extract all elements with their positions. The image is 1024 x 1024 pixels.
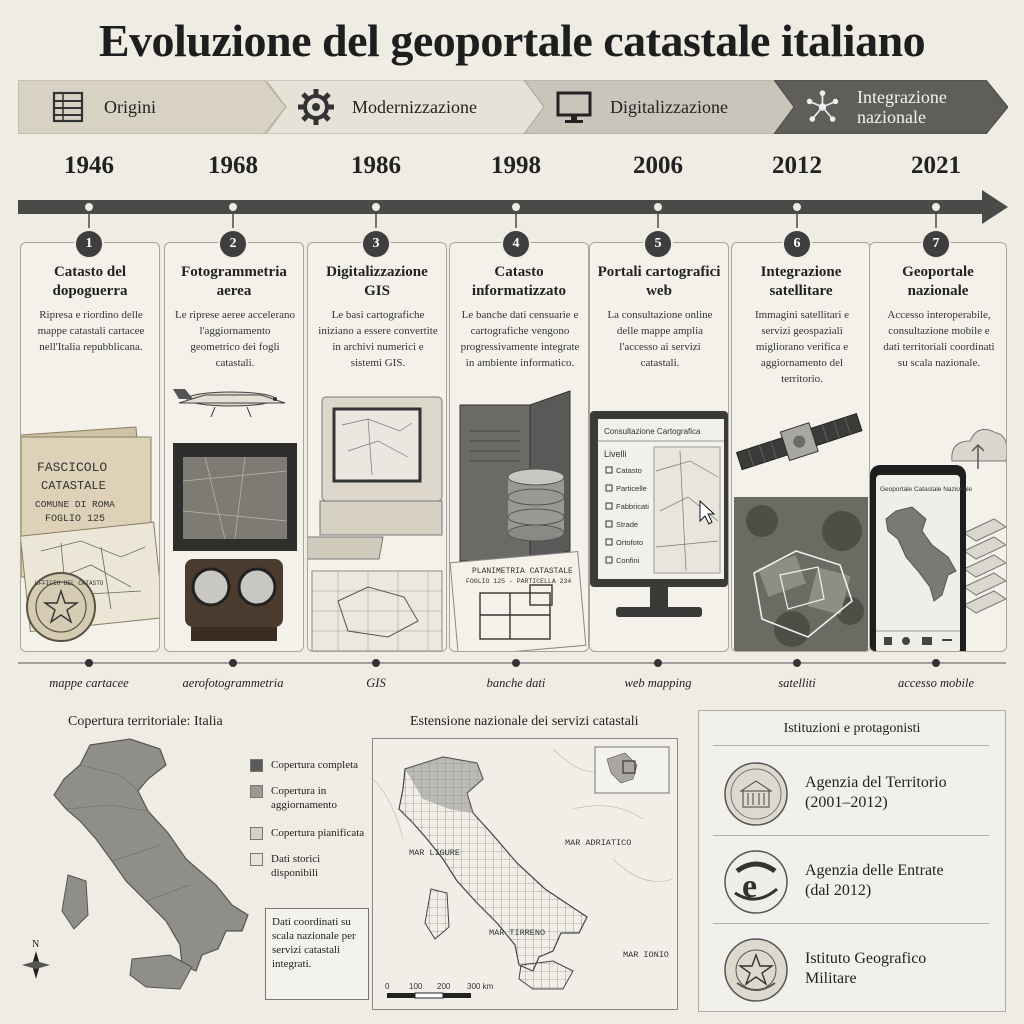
step-badge: 7: [921, 229, 951, 259]
folder-line: FOGLIO 125: [45, 514, 106, 525]
extension-map: [372, 738, 678, 1010]
card-description: Ripresa e riordino delle mappe catastali cartacee nell'Italia repubblicana.: [37, 309, 145, 353]
server-database-illustration: [450, 361, 588, 651]
web-portal-illustration: [590, 361, 728, 651]
timeline-arrow: [0, 188, 1024, 228]
timeline-year: 1986: [351, 152, 401, 179]
timeline-year: 1998: [491, 152, 541, 179]
paper-maps-illustration: [21, 361, 159, 651]
layer-item: Confini: [616, 556, 640, 565]
step-badge: 6: [782, 229, 812, 259]
card-description: Accesso interoperabile, consultazione mobile e dati territoriali coordinati su scala nazionale.: [883, 309, 995, 369]
sea-label: MAR ADRIATICO: [565, 838, 632, 848]
step-badge: 3: [361, 229, 391, 259]
institution-name: Agenzia delle Entrate (dal 2012): [805, 862, 944, 899]
airplane-icon: [173, 389, 285, 417]
institution-name: Istituto Geografico Militare: [805, 950, 927, 987]
step-badge: 5: [643, 229, 673, 259]
timeline-card-1986: [307, 242, 447, 652]
layer-item: Particelle: [616, 484, 647, 493]
layer-item: Catasto: [616, 466, 642, 475]
tech-strip-line: [0, 656, 1024, 670]
compass-icon: [22, 939, 50, 979]
legend-label: Copertura pianificata: [271, 827, 365, 839]
folder-line: CATASTALE: [41, 479, 106, 493]
card-description: Immagini satellitari e servizi geospaziali migliorano verifica e aggiornamento del territorio.: [754, 309, 850, 385]
legend-item: [250, 826, 364, 840]
crt-computer-illustration: [308, 361, 446, 651]
folder-line: FASCICOLO: [37, 460, 108, 475]
phase-label: Integrazione nazionale: [856, 87, 947, 127]
card-title: Fotogrammetria aerea: [181, 264, 287, 299]
tech-label: banche dati: [486, 676, 546, 690]
timeline-year: 2012: [772, 152, 822, 179]
timeline-card-1998: [449, 242, 589, 652]
italy-coverage-map: [20, 735, 250, 1010]
sea-label: MAR LIGURE: [409, 848, 461, 858]
timeline-card-1946: [20, 242, 160, 652]
tech-label: mappe cartacee: [49, 676, 129, 690]
timeline-year: 1968: [208, 152, 258, 179]
phase-bar: [18, 80, 1008, 134]
aerial-photo-illustration: [165, 361, 303, 651]
step-badge: 4: [501, 229, 531, 259]
cloud-icon: [952, 429, 1006, 469]
document-stack-icon: [48, 87, 88, 127]
sea-label: MAR IONIO: [623, 950, 669, 960]
card-title: Geoportale nazionale: [902, 264, 974, 299]
plan-line: PLANIMETRIA CATASTALE: [472, 567, 573, 576]
phase-label: Modernizzazione: [352, 97, 477, 117]
monitor-icon: [554, 87, 594, 127]
coverage-title: Copertura territoriale: Italia: [68, 714, 223, 729]
plan-line: FOGLIO 125 - PARTICELLA 234: [466, 578, 572, 585]
data-layers-icon: [964, 519, 1006, 613]
timeline-year: 1946: [64, 152, 114, 179]
network-icon: [804, 87, 841, 127]
phase-integrazione: [774, 80, 1008, 134]
timeline-card-2021: [869, 242, 1007, 652]
tech-label: satelliti: [778, 676, 816, 690]
legend-item: [250, 784, 346, 812]
institution-row: [699, 925, 1005, 1011]
layers-title: Livelli: [604, 449, 627, 459]
building-seal-icon: [723, 761, 789, 827]
card-description: La consultazione online delle mappe amplia l'accesso ai servizi catastali.: [607, 309, 713, 369]
tech-label: aerofotogrammetria: [182, 676, 284, 690]
entrate-logo-icon: [723, 849, 789, 915]
card-title: Catasto del dopoguerra: [52, 264, 128, 299]
card-title: Integrazione satellitare: [760, 264, 842, 299]
layer-item: Strade: [616, 520, 639, 529]
card-title: Catasto informatizzato: [471, 264, 567, 299]
smartphone-illustration: [870, 361, 1006, 651]
institutions-panel: [698, 710, 1006, 1012]
legend-item: [250, 758, 358, 772]
scale-tick: 100: [409, 982, 423, 991]
scale-tick: 0: [385, 982, 390, 991]
institution-row: [699, 837, 1005, 923]
phase-origini: [18, 80, 286, 134]
card-description: Le banche dati censuarie e cartografiche vengono progressivamente integrate in ambiente informatico.: [460, 309, 580, 369]
card-description: Le riprese aeree accelerano l'aggiornamento geometrico dei fogli catastali.: [175, 309, 295, 369]
step-badge: 1: [74, 229, 104, 259]
seal-text: UFFICIO DEL CATASTO: [35, 580, 104, 587]
legend-item: [250, 852, 340, 880]
legend-label: Copertura in aggiornamento: [271, 785, 337, 811]
tech-label: GIS: [366, 676, 386, 690]
folder-line: COMUNE DI ROMA: [35, 499, 115, 510]
scale-tick: 200: [437, 982, 451, 991]
coverage-note: Dati coordinati su scala nazionale per servizi catastali integrati.: [265, 908, 369, 1000]
institution-name: Agenzia del Territorio (2001–2012): [805, 774, 947, 811]
timeline-card-1968: [164, 242, 304, 652]
tech-label: accesso mobile: [897, 676, 975, 690]
layer-item: Fabbricati: [616, 502, 649, 511]
compass-north: N: [32, 939, 40, 950]
svg-text:e: e: [742, 868, 758, 905]
database-icon: [508, 469, 564, 541]
legend-label: Dati storici disponibili: [271, 853, 321, 879]
timeline-card-2006: [589, 242, 729, 652]
gear-icon: [296, 87, 336, 127]
republic-emblem-icon: [723, 937, 789, 1003]
card-title: Digitalizzazione GIS: [326, 264, 428, 299]
page-title: Evoluzione del geoportale catastale italiano: [98, 15, 926, 66]
timeline-year: 2021: [911, 152, 961, 179]
layer-item: Ortofoto: [616, 538, 644, 547]
phase-label: Origini: [104, 97, 156, 117]
phone-title: Geoportale Catastale Nazionale: [880, 486, 973, 493]
phase-digitalizzazione: [524, 80, 796, 134]
institution-row: [699, 749, 1005, 835]
scale-tick: 300 km: [467, 982, 494, 991]
satellite-icon: [735, 408, 864, 475]
timeline-year: 2006: [633, 152, 683, 179]
satellite-illustration: [732, 361, 870, 651]
legend-label: Copertura completa: [271, 759, 359, 771]
institutions-title: Istituzioni e protagonisti: [783, 721, 921, 736]
card-description: Le basi cartografiche iniziano a essere convertite in archivi numerici e sistemi GIS.: [318, 309, 438, 369]
phase-label: Digitalizzazione: [610, 97, 728, 117]
extension-title: Estensione nazionale dei servizi catastali: [410, 714, 639, 729]
tech-label: web mapping: [624, 676, 692, 690]
web-title: Consultazione Cartografica: [604, 427, 701, 436]
scale-bar: [385, 982, 494, 998]
phase-modernizzazione: [266, 80, 546, 134]
card-title: Portali cartografici web: [597, 264, 721, 299]
step-badge: 2: [218, 229, 248, 259]
sea-label: MAR TIRRENO: [489, 928, 546, 938]
timeline-card-2012: [731, 242, 871, 652]
